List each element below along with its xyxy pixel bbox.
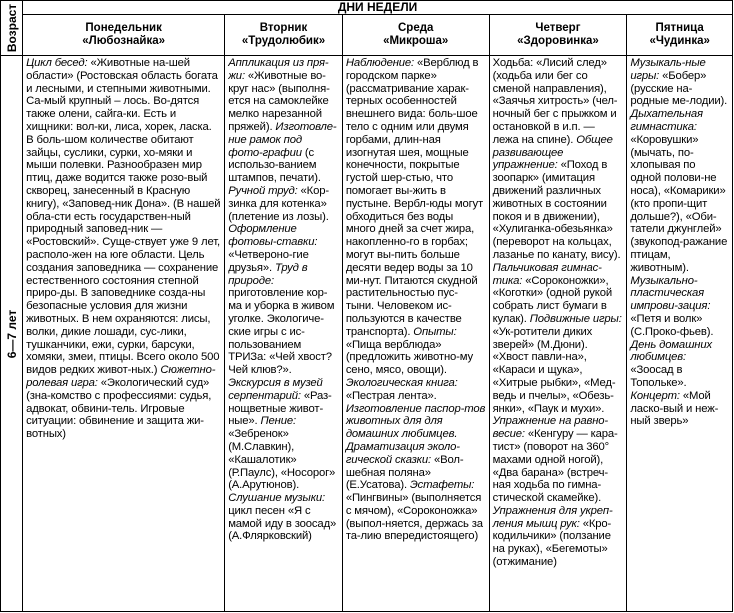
activity-text: «Животные на-шей области» (Ростовская область богата и лесными, и степными животными. Са-мый крупный – лось. Во-дятся также олени, сайга-ки. Есть и хищники: вол-ки, лиса, хорек, ласка. В боль-шом количестве обитают зайцы, суслики, сурки, хо-мяки и мыши полевки. Разнообразен мир птиц, даже водится также розо-вый скворец, занесенный в Красную книгу), «Заповед-ник Дона». (В нашей обла-сти есть государствен-ный природный заповед-ник — «Ростовский». Суще-ствует уже 9 лет, располо-жен на юге области. Цель создания заповедника — сохранение естественного состояния степной приро-ды. В заповеднике созда-ны безопасные условия для жизни животных. В нем охраняются: лисы, волки, дикие лошади, сус-лики, тушканчики, ежи, сурки, барсуки, хомяки, змеи, птицы. Всего около 500 видов редких живот-ных.) [26,57,221,377]
activity-heading: Общее развивающее упражнение: [492,133,613,172]
day-name: Вторник [259,22,308,34]
activity-text: «Экологический суд» (зна-комство с профессиями: судья, адвокат, обвини-тель. Игровые ситуации: обвинение и защита жи-вотных) [26,376,212,441]
activity-text: «Вол-шебная поляна» (Е.Усатова). [345,453,464,492]
activity-text: «Кро-кодильчики» (ползание на руках), «Бегемоты» (отжимание) [492,517,612,569]
activity-heading: Музыкаль-ные игры: [630,57,706,82]
activity-text: «Петя и волк» (С.Проко-фьев). [630,312,714,338]
activity-text: «Пища верблюда» (предложить животно-му сено, мясо, овощи). [345,338,474,377]
activity-heading: Наблюдение: [345,57,415,69]
activity-text: «Пестрая лента». [345,389,437,402]
activity-text: «Кенгуру — кара-тист» (поворот на 360° махами одной ногой), «Два барана» (встреч-ная ходьба по гимна-стической скамейке). [492,428,618,505]
activity-heading: Аппликация из пря-жи: [228,57,329,82]
activity-text: «Животные во-круг нас» (выполня-ется на самоклейке мелко нарезанной пряжей). [228,69,330,133]
age-header-label: Возраст [4,3,19,53]
activity-text: «Сороконожки», «Коготки» (одной рукой собрать лист бумаги в кулак). [492,274,613,325]
activity-heading: Оформление фотовы-ставки: [228,223,318,249]
activity-heading: Эстафеты: [406,479,475,492]
day-header-wednesday [342,15,489,56]
activity-heading: Пение: [257,415,296,428]
activity-heading: Пальчиковая гимнас-тика: [492,261,602,287]
thursday-content [489,56,627,612]
activity-text: приготовление кор-ма и уборка в живом уголке. Экологиче-ские игры с ис-пользованием ТРИЗа: «Чей хвост? Чей клюв?». [228,287,335,377]
day-header-friday [627,15,733,56]
day-header-monday [23,15,225,56]
day-header-thursday [489,15,627,56]
activity-text: «Зебренок» (М.Славкин), «Кашалотик» (Р.Паулс), «Носорог» (А.Арутюнов). [228,428,336,492]
day-name: Среда [397,22,434,34]
day-name: Четверг [535,22,581,34]
tuesday-content [225,56,343,612]
header-row-days [1,15,733,56]
activity-text: цикл песен «Я с мамой иду в зоосад» (А.Флярковский) [228,504,337,543]
activity-heading: Дыхательная гимнастика: [630,108,703,133]
activity-text: «Бобер» (русские на-родные ме-лодии). [630,69,728,108]
days-title: ДНИ НЕДЕЛИ [23,1,733,15]
day-theme: «Чудинка» [649,35,710,47]
activity-heading: Труд в природе: [228,261,308,287]
day-name: Пятница [655,22,704,34]
activity-text: «Ук-ротители диких зверей» (М.Дюни). «Хвост павли-на», «Караси и щука», «Хитрые рыбки», «Мед-ведь и пчелы», «Обезь-янки», «Паук и мухи». [492,325,616,415]
day-name: Понедельник [85,22,162,34]
day-theme: «Любознайка» [82,35,166,47]
header-row-top [1,1,733,15]
activity-text: «Кор-зинка для котенка» (плетение из лозы). [228,184,329,223]
activity-heading: Подвижные игры: [526,312,622,325]
day-theme: «Микроша» [383,35,449,47]
day-header-tuesday [225,15,343,56]
activity-text: «Зоосад в Топольке». [630,364,687,389]
activity-heading: Сюжетно-ролевая игра: [26,364,216,389]
day-theme: «Здоровинка» [517,35,599,47]
activity-text: «Раз-нощветные живот-ные». [228,389,332,428]
activity-text: «Четвероно-гие друзья». [228,248,309,274]
activity-text: «Коровушки» (мычать, по-хлопывая по одной полови-не носа), «Комарики» (кто пропи-щит дольше?), «Оби-татели джунглей» (звукопод-ражание птицам, животным). [630,133,728,274]
monday-content [23,56,225,612]
activity-text: «Верблюд в городском парке» (рассматривание харак-терных особенностей внешнего вида: боль-шое тело с одним или двумя горбами, длин-ная изогнутая шея, мощные конечности, покрытые густой шер-стью, что помогает вы-жить в пустыне. Вербл-юды могут обходиться без воды много дней за счет жира, накопленно-го в горбах; могут вы-пить больше десяти ведер воды за 10 ми-нут. Питаются скудной растительностью пус-тыни. Человеком ис-пользуются в качестве транспорта). [345,57,484,338]
activity-heading: Музыкально-пластическая импрови-зация: [630,274,711,313]
age-header-cell [1,1,23,56]
activity-heading: Концерт: [630,389,680,402]
activity-heading: Ручной труд: [228,184,298,197]
activity-heading: Упражнения для укреп-ления мышц рук: [492,504,613,530]
activity-heading: День домашних любимцев: [630,338,712,364]
activity-heading: Цикл бесед: [26,57,88,69]
activity-heading: Опыты: [410,325,457,338]
activity-heading: Изготовле-ние рамок под фото-графии [228,120,337,159]
activity-text: «Пингвины» (выполняется с мячом), «Сороконожка» (выпол-няется, держась за та-лию впередистоящего) [345,492,483,543]
day-theme: «Трудолюбик» [241,35,326,47]
activity-heading: Слушание музыки: [228,492,326,505]
activity-text: (с использо-ванием штампов, печати). [228,146,321,185]
activity-heading: Драматизация эколо-гической сказки: [345,440,460,466]
age-cell [1,56,23,612]
activity-text: «Мой ласко-вый и неж-ный зверь» [630,389,719,428]
activity-text: «Поход в зоопарк» (имитация движений различных животных в состоянии покоя и в движении), «Хулиганка-обезьянка» (переворот на кольцах, лазанье по канату, вису). [492,159,621,261]
activity-heading: Изготовление паспор-тов животных для для домашних любимцев. [345,402,486,441]
content-row [1,56,733,612]
wednesday-content [342,56,489,612]
age-value: 6—7 лет [4,309,19,358]
activity-text: Ходьба: «Лисий след» (ходьба или бег со сменой направления), «Заячья хитрость» (чел-ночный бег с прыжком и остановкой в и.п. — лежа на спине). [492,57,618,146]
activity-heading: Упражнение на равно-весие: [492,415,609,441]
friday-content [627,56,733,612]
activity-heading: Экологическая книга: [345,376,458,389]
activity-heading: Экскурсия в музей серпентарий: [228,376,323,402]
